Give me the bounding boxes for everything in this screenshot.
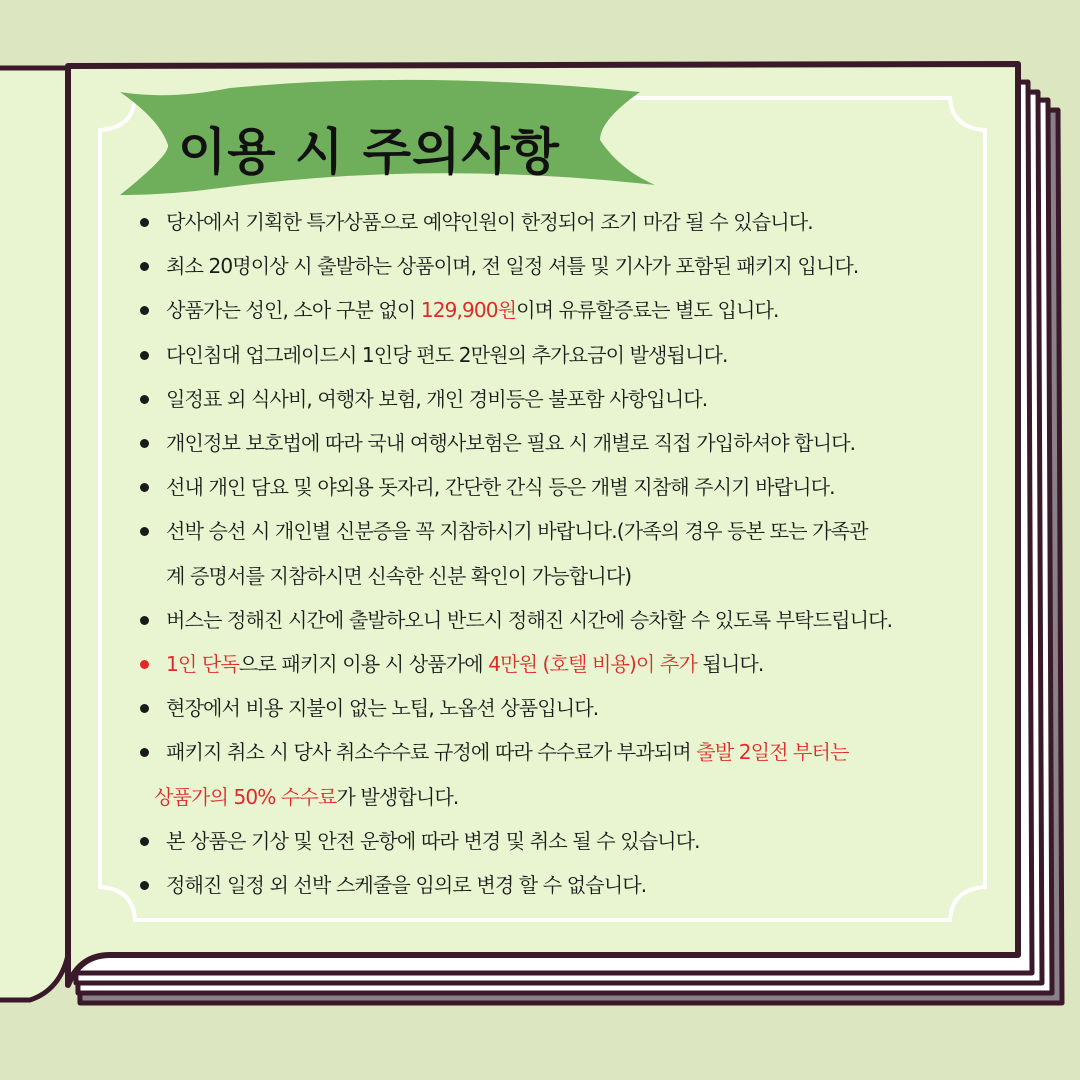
notice-item-10 [132, 642, 992, 686]
notice-text: 이며 유류할증료는 별도 입니다. [516, 298, 779, 323]
notice-item-1 [132, 200, 992, 244]
notice-item-13 [132, 819, 992, 863]
bullet-icon [140, 527, 149, 536]
bullet-icon [140, 704, 149, 713]
bullet-icon [140, 616, 149, 625]
notice-text: 버스는 정해진 시간에 출발하오니 반드시 정해진 시간에 승차할 수 있도록 부탁드립니다. [166, 607, 893, 632]
bullet-icon [140, 748, 149, 757]
notice-item-11 [132, 686, 992, 730]
notice-text: 으로 패키지 이용 시 상품가에 [238, 652, 489, 677]
notice-text: 일정표 외 식사비, 여행자 보험, 개인 경비등은 불포함 사항입니다. [166, 386, 708, 411]
notice-text: 다인침대 업그레이드시 1인당 편도 2만원의 추가요금이 발생됩니다. [166, 342, 728, 367]
notice-text: 개인정보 보호법에 따라 국내 여행사보험은 필요 시 개별로 직접 가입하셔야 합니다. [166, 431, 856, 456]
page-title: 이용 시 주의사항 [178, 123, 560, 181]
notice-text-continued [154, 775, 992, 819]
notice-text: 패키지 취소 시 당사 취소수수료 규정에 따라 수수료가 부과되며 [166, 740, 697, 765]
bullet-icon [140, 660, 149, 669]
bullet-icon [140, 218, 149, 227]
notice-text: 선박 승선 시 개인별 신분증을 꼭 지참하시기 바랍니다.(가족의 경우 등본 또는 가족관 [166, 519, 868, 544]
notice-item-7 [132, 465, 992, 509]
notice-text: 최소 20명이상 시 출발하는 상품이며, 전 일정 셔틀 및 기사가 포함된 패키지 입니다. [166, 254, 859, 279]
bullet-icon [140, 395, 149, 404]
notice-item-9 [132, 598, 992, 642]
notice-item-3 [132, 288, 992, 332]
notice-text: 정해진 일정 외 선박 스케줄을 임의로 변경 할 수 없습니다. [166, 873, 647, 898]
notice-item-4 [132, 333, 992, 377]
notice-item-6 [132, 421, 992, 465]
bullet-icon [140, 306, 149, 315]
notice-item-8 [132, 509, 992, 597]
bullet-icon [140, 881, 149, 890]
notice-list [132, 200, 992, 907]
notice-text: 현장에서 비용 지불이 없는 노팁, 노옵션 상품입니다. [166, 696, 599, 721]
price-highlight: 129,900원 [420, 298, 517, 323]
notice-text: 상품가는 성인, 소아 구분 없이 [166, 298, 421, 323]
bullet-icon [140, 439, 149, 448]
notice-text-continued: 계 증명서를 지참하시면 신속한 신분 확인이 가능합니다) [166, 563, 632, 588]
notice-text: 당사에서 기획한 특가상품으로 예약인원이 한정되어 조기 마감 될 수 있습니다. [166, 210, 813, 234]
notice-text: 가 발생합니다. [336, 784, 459, 809]
cancellation-highlight: 출발 2일전 부터는 [696, 740, 849, 765]
notice-item-5 [132, 377, 992, 421]
single-traveler-highlight: 1인 단독 [166, 652, 239, 677]
bullet-icon [140, 351, 149, 360]
surcharge-highlight: 4만원 (호텔 비용)이 추가 [488, 652, 697, 677]
bullet-icon [140, 837, 149, 846]
notice-text: 본 상품은 기상 및 안전 운항에 따라 변경 및 취소 될 수 있습니다. [166, 828, 700, 853]
bullet-icon [140, 483, 149, 492]
notice-item-12 [132, 730, 992, 818]
notice-text: 선내 개인 담요 및 야외용 돗자리, 간단한 간식 등은 개별 지참해 주시기 바랍니다. [166, 475, 835, 500]
notice-item-2 [132, 244, 992, 288]
fee-highlight: 상품가의 50% 수수료 [154, 784, 337, 809]
left-page [0, 68, 68, 1000]
notice-item-14 [132, 863, 992, 907]
notice-text: 됩니다. [696, 652, 764, 677]
bullet-icon [140, 262, 149, 271]
